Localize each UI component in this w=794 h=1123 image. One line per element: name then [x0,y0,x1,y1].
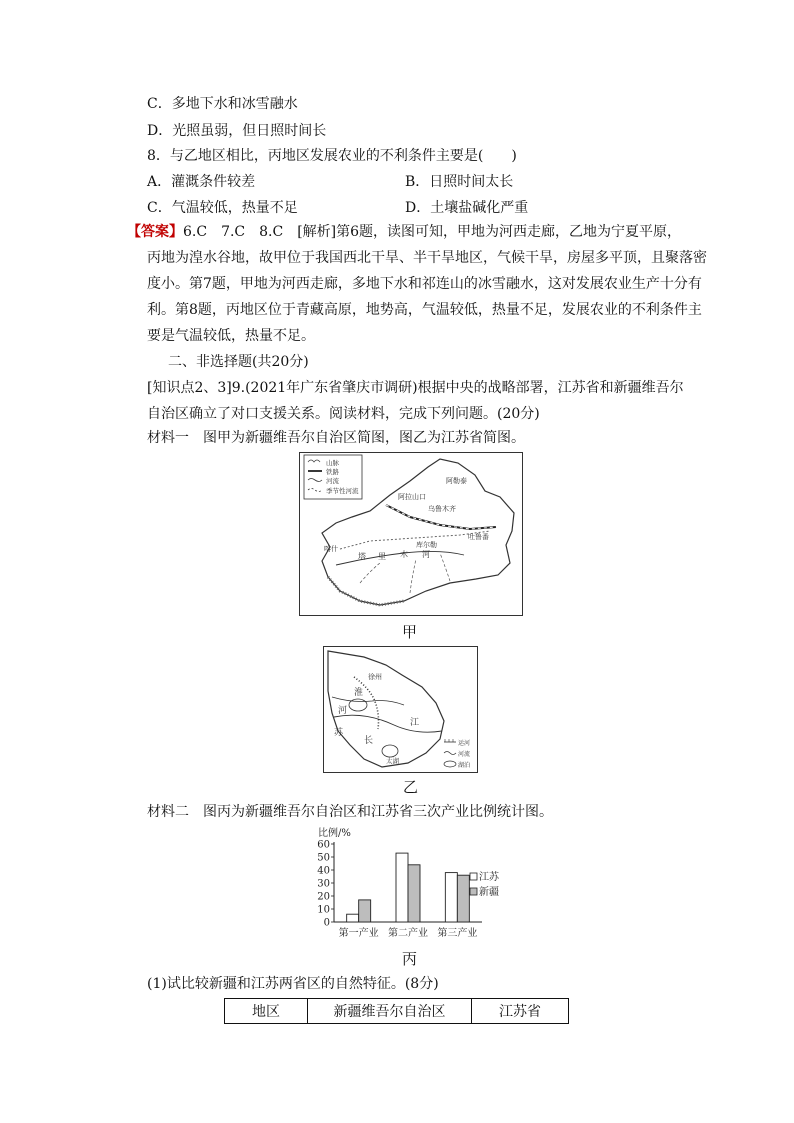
yangtze-river [334,715,442,732]
y-tick-label-4: 40 [317,865,330,877]
y-tick-label-0: 0 [323,917,330,929]
label-turpan: 吐鲁番 [468,533,489,541]
label-urumqi: 乌鲁木齐 [428,505,456,513]
legend-swatch-1 [470,888,477,895]
label-alashankou: 阿拉山口 [398,493,426,501]
legend-lake: 湖泊 [458,762,471,769]
q7-option-d: D．光照虽弱，但日照时间长 [147,123,327,139]
tai-lake [382,745,398,757]
y-tick-label-6: 60 [317,839,330,851]
q7-option-c: C．多地下水和冰雪融水 [147,96,298,112]
label-taihu: 太湖 [386,757,399,765]
label-altai: 阿勒泰 [446,477,467,485]
y-tick-label-1: 10 [317,904,330,916]
label-su: 苏 [334,728,344,738]
legend-mountain: 山脉 [326,459,339,467]
material-2: 材料二 图丙为新疆维吾尔自治区和江苏省三次产业比例统计图。 [147,804,553,820]
label-huai: 淮 [354,688,364,698]
x-tick-label-0: 第一产业 [338,928,379,939]
legend-label-0: 江苏 [479,872,499,883]
q8-option-b: B．日照时间太长 [405,174,514,190]
y-tick-label-2: 20 [317,891,330,903]
table-header-jiangsu: 江苏省 [472,999,569,1024]
lake-legend-icon [444,761,456,767]
map-jia-caption: 甲 [402,623,418,641]
map-jiangsu [323,646,478,773]
comparison-table [224,998,569,1024]
answer-line-2: 丙地为湟水谷地，故甲位于我国西北干旱、半干旱地区，气候干旱，房屋多平顶，且聚落密 [147,250,707,266]
label-jiang: 江 [410,718,420,728]
river-legend-icon [444,752,456,755]
bar-新疆-2 [457,875,469,922]
map-jiangsu-svg [324,647,477,772]
legend-river-yi: 河流 [458,751,471,758]
table-header-xinjiang: 新疆维吾尔自治区 [308,999,472,1024]
answer-line-3: 度小。第7题，甲地为河西走廊，多地下水和祁连山的冰雪融水，这对发展农业生产十分有 [147,276,702,292]
chart-bing-caption: 丙 [402,950,418,968]
q8-option-d: D．土壤盐碱化严重 [405,200,529,216]
label-taklimakan-2: 里 [378,552,386,561]
answer-label: 【答案】 [127,224,183,240]
map-yi-caption: 乙 [403,778,419,796]
label-kashi: 喀什 [324,545,338,553]
material-1: 材料一 图甲为新疆维吾尔自治区简图，图乙为江苏省简图。 [147,430,525,446]
q8-option-a: A．灌溉条件较差 [147,174,256,190]
answer-text-1: 6.C 7.C 8.C [解析]第6题，读图可知，甲地为河西走廊，乙地为宁夏平原， [183,224,682,240]
table-header-region: 地区 [225,999,308,1024]
label-taklimakan-1: 塔 [358,552,366,561]
bar-江苏-0 [347,914,359,922]
x-tick-label-2: 第三产业 [437,928,478,939]
map-xinjiang-svg [300,453,522,615]
label-kuerle: 库尔勒 [416,541,437,549]
label-chang: 长 [364,736,374,746]
legend-railway: 铁路 [326,468,339,476]
map-xinjiang [299,452,523,616]
legend-swatch-0 [470,873,477,880]
hongze-lake [349,699,367,711]
bar-新疆-1 [408,865,420,922]
label-taklimakan-3: 木 [400,550,408,559]
y-tick-label-3: 30 [317,878,330,890]
q9-line-2: 自治区确立了对口支援关系。阅读材料，完成下列问题。(20分) [147,406,540,422]
industry-bar-chart [312,824,502,946]
sub-question-1: (1)试比较新疆和江苏两省区的自然特征。(8分) [147,976,439,992]
huai-river [332,697,404,705]
bar-江苏-1 [396,853,408,922]
kunlun-mountain [328,577,404,605]
label-taklimakan-4: 河 [422,550,430,559]
chart-ylabel: 比例/% [318,828,351,839]
answer-line-4: 利。第8题，丙地区位于青藏高原，地势高，气温较低，热量不足，发展农业的不利条件主 [147,302,702,318]
q8-option-c: C．气温较低，热量不足 [147,200,298,216]
table-header-row [225,999,569,1024]
legend-river: 河流 [326,477,339,485]
answer-line-5: 要是气温较低，热量不足。 [147,328,315,344]
answer-line-1 [127,222,681,242]
bar-新疆-0 [359,900,371,922]
label-xuzhou: 徐州 [368,673,382,681]
q8-stem: 8．与乙地区相比，丙地区发展农业的不利条件主要是( ) [147,148,517,164]
legend-seasonal-river: 季节性河流 [326,487,359,495]
legend-canal: 运河 [458,740,471,747]
section2-heading: 二、非选择题(共20分) [168,354,309,370]
bar-江苏-2 [445,873,457,922]
q9-line-1: [知识点2、3]9.(2021年广东省肇庆市调研)根据中央的战略部署，江苏省和新疆维吾尔 [147,380,684,396]
legend-label-1: 新疆 [479,887,499,898]
y-tick-label-5: 50 [317,852,330,864]
label-river: 河 [338,706,348,716]
x-tick-label-1: 第二产业 [388,928,428,939]
